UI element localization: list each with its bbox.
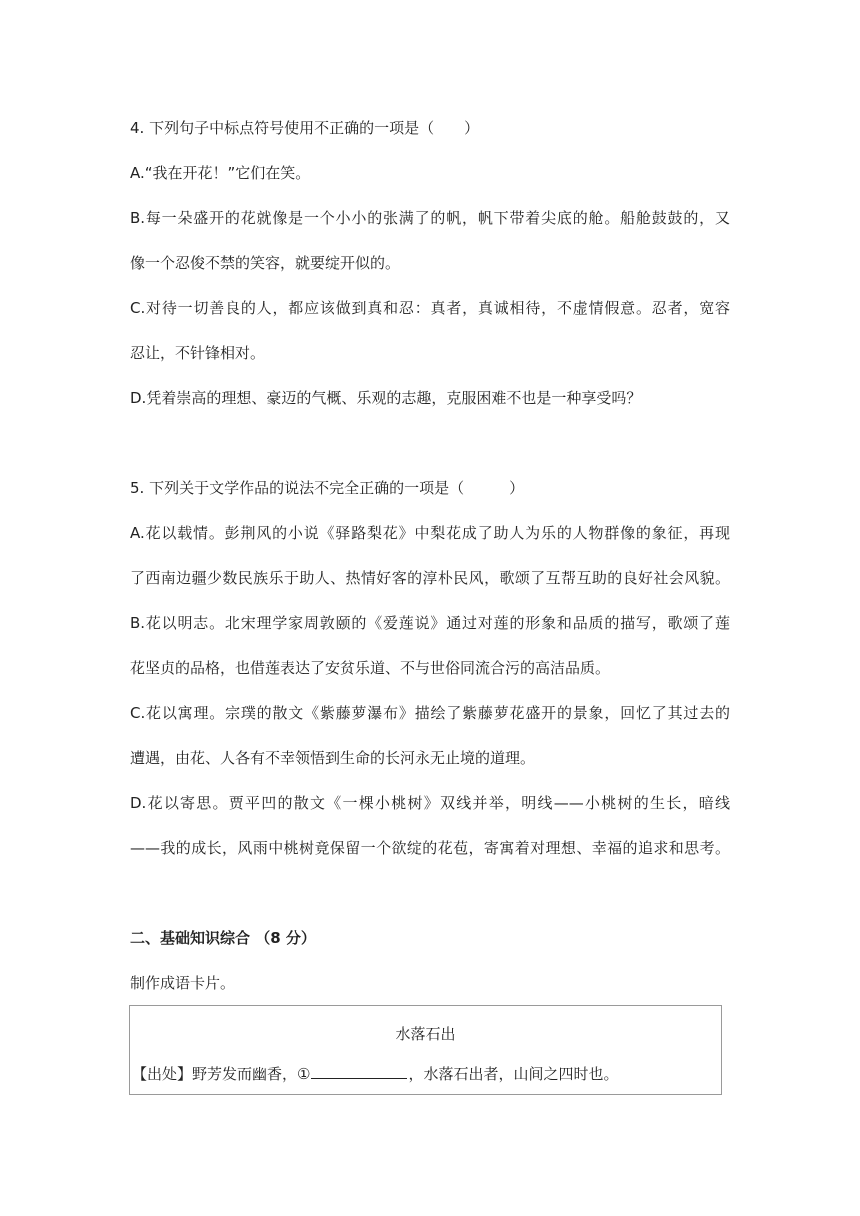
q4-option-c-line1: C.对待一切善良的人，都应该做到真和忍：真者，真诚相待，不虚情假意。忍者，宽容 [130, 299, 730, 317]
answer-blank-1[interactable] [311, 1064, 407, 1079]
q4-stem: 4. 下列句子中标点符号使用不正确的一项是（ ） [130, 119, 480, 137]
source-text-after: ，水落石出者，山间之四时也。 [408, 1065, 619, 1083]
q4-option-b-line1: B.每一朵盛开的花就像是一个小小的张满了的帆，帆下带着尖底的舱。船舱鼓鼓的，又 [130, 209, 730, 227]
q5-option-b-line2: 花坚贞的品格，也借莲表达了安贫乐道、不与世俗同流合污的高洁品质。 [130, 659, 611, 677]
q5-option-a-line2: 了西南边疆少数民族乐于助人、热情好客的淳朴民风，歌颂了互帮互助的良好社会风貌。 [130, 569, 730, 587]
q4-option-c-line2: 忍让，不针锋相对。 [130, 344, 266, 362]
q5-stem: 5. 下列关于文学作品的说法不完全正确的一项是（ ） [130, 479, 525, 497]
idiom-card [129, 1005, 722, 1095]
q5-option-c-line1: C.花以寓理。宗璞的散文《紫藤萝瀑布》描绘了紫藤萝花盛开的景象，回忆了其过去的 [130, 704, 730, 722]
section-heading: 二、基础知识综合 （8 分） [130, 929, 316, 947]
q5-option-d-line2: ——我的成长，风雨中桃树竟保留一个欲绽的花苞，寄寓着对理想、幸福的追求和思考。 [130, 839, 730, 857]
q5-option-a-line1: A.花以载情。彭荆风的小说《驿路梨花》中梨花成了助人为乐的人物群像的象征，再现 [130, 524, 730, 542]
idiom-card-source [132, 1064, 618, 1084]
source-text-before: 野芳发而幽香，① [192, 1065, 311, 1083]
idiom-card-title: 水落石出 [395, 1025, 456, 1043]
q5-option-d-line1: D.花以寄思。贾平凹的散文《一棵小桃树》双线并举，明线——小桃树的生长，暗线 [130, 794, 730, 812]
q4-option-b-line2: 像一个忍俊不禁的笑容，就要绽开似的。 [130, 254, 401, 272]
q4-option-d: D.凭着崇高的理想、豪迈的气概、乐观的志趣，克服困难不也是一种享受吗？ [130, 389, 642, 407]
q4-option-a: A.“我在开花！”它们在笑。 [130, 164, 311, 182]
section-instruction: 制作成语卡片。 [130, 974, 236, 992]
source-label: 【出处】 [132, 1065, 193, 1083]
q5-option-c-line2: 遭遇，由花、人各有不幸领悟到生命的长河永无止境的道理。 [130, 749, 536, 767]
q5-option-b-line1: B.花以明志。北宋理学家周敦颐的《爱莲说》通过对莲的形象和品质的描写，歌颂了莲 [130, 614, 730, 632]
